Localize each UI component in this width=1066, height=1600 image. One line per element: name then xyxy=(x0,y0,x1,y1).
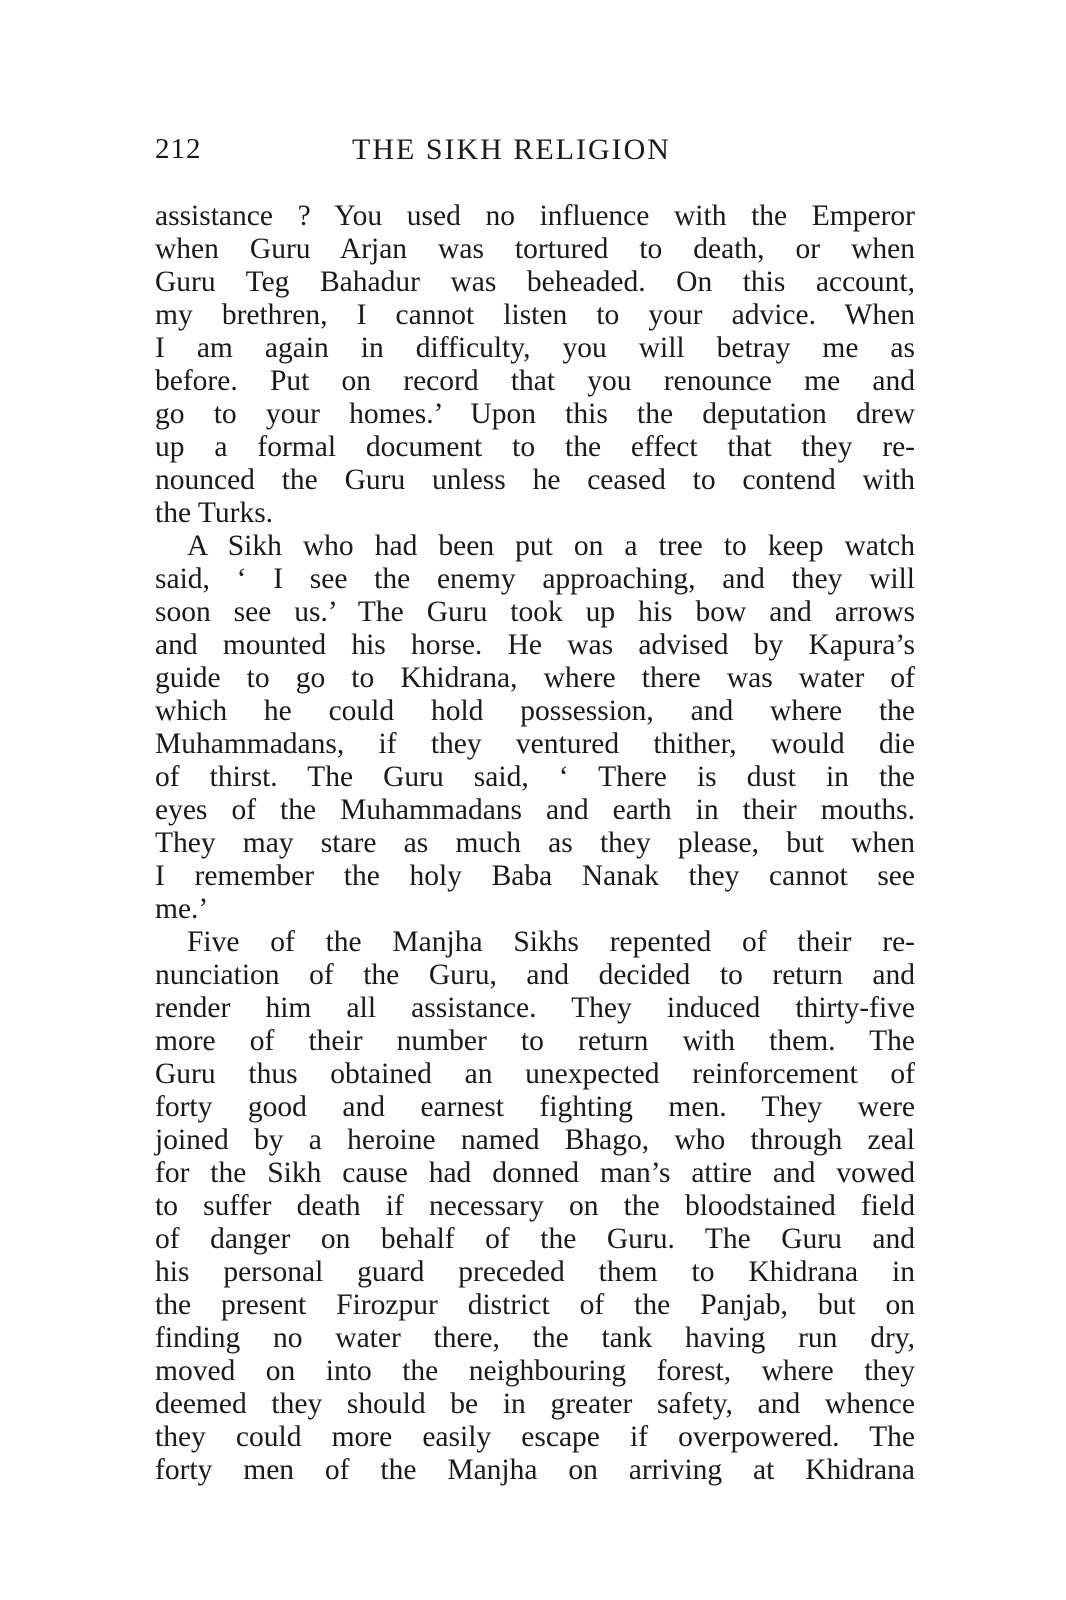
text-line: nunciation of the Guru, and decided to return and xyxy=(155,959,915,991)
text-line: his personal guard preceded them to Khidrana in xyxy=(155,1256,915,1288)
body-text xyxy=(155,200,915,1487)
text-line: eyes of the Muhammadans and earth in their mouths. xyxy=(155,794,915,826)
text-line: Five of the Manjha Sikhs repented of their re- xyxy=(187,926,915,958)
text-line: They may stare as much as they please, but when xyxy=(155,827,915,859)
text-line: joined by a heroine named Bhago, who through zeal xyxy=(155,1124,915,1156)
text-line: of danger on behalf of the Guru. The Guru and xyxy=(155,1223,915,1255)
text-line: the Turks. xyxy=(155,497,274,529)
text-line: when Guru Arjan was tortured to death, or when xyxy=(155,233,915,265)
text-line: Muhammadans, if they ventured thither, would die xyxy=(155,728,915,760)
text-line: Guru thus obtained an unexpected reinforcement of xyxy=(155,1058,915,1090)
text-line: deemed they should be in greater safety, and whence xyxy=(155,1388,915,1420)
text-line: me.’ xyxy=(155,893,209,925)
text-line: render him all assistance. They induced thirty-five xyxy=(155,992,915,1024)
running-title: THE SIKH RELIGION xyxy=(352,133,671,166)
text-line: and mounted his horse. He was advised by Kapura’s xyxy=(155,629,915,661)
text-line: up a formal document to the effect that they re- xyxy=(155,431,915,463)
text-line: assistance ? You used no influence with the Emperor xyxy=(155,200,915,232)
running-head xyxy=(155,133,915,173)
page-number: 212 xyxy=(155,133,202,165)
text-line: they could more easily escape if overpowered. The xyxy=(155,1421,915,1453)
text-line: forty good and earnest fighting men. They were xyxy=(155,1091,915,1123)
text-line: before. Put on record that you renounce me and xyxy=(155,365,915,397)
text-line: finding no water there, the tank having run dry, xyxy=(155,1322,915,1354)
text-line: soon see us.’ The Guru took up his bow and arrows xyxy=(155,596,915,628)
text-line: my brethren, I cannot listen to your advice. When xyxy=(155,299,915,331)
text-line: I remember the holy Baba Nanak they cannot see xyxy=(155,860,915,892)
text-line: moved on into the neighbouring forest, where they xyxy=(155,1355,915,1387)
text-line: Guru Teg Bahadur was beheaded. On this account, xyxy=(155,266,915,298)
text-line: A Sikh who had been put on a tree to keep watch xyxy=(187,530,915,562)
text-line: nounced the Guru unless he ceased to contend with xyxy=(155,464,915,496)
text-line: more of their number to return with them. The xyxy=(155,1025,915,1057)
text-line: to suffer death if necessary on the bloodstained field xyxy=(155,1190,915,1222)
text-line: forty men of the Manjha on arriving at Khidrana xyxy=(155,1454,915,1486)
text-line: guide to go to Khidrana, where there was water of xyxy=(155,662,915,694)
text-line: go to your homes.’ Upon this the deputation drew xyxy=(155,398,915,430)
text-line: which he could hold possession, and where the xyxy=(155,695,915,727)
text-line: for the Sikh cause had donned man’s attire and vowed xyxy=(155,1157,915,1189)
text-line: of thirst. The Guru said, ‘ There is dust in the xyxy=(155,761,915,793)
text-line: said, ‘ I see the enemy approaching, and they will xyxy=(155,563,915,595)
text-line: I am again in difficulty, you will betray me as xyxy=(155,332,915,364)
text-line: the present Firozpur district of the Panjab, but on xyxy=(155,1289,915,1321)
